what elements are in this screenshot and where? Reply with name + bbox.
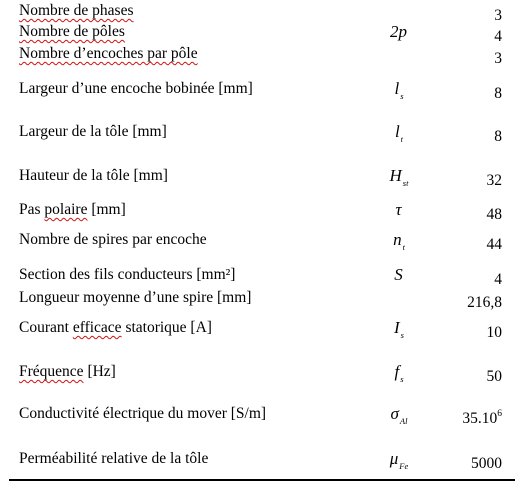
table-row <box>0 123 521 153</box>
parameter-symbol <box>365 405 433 430</box>
symbol-main: μ <box>389 449 399 468</box>
parameter-label <box>19 123 167 141</box>
parameter-label <box>19 231 207 249</box>
parameter-symbol <box>365 450 433 475</box>
label-text-spellcheck: efficace <box>72 319 122 336</box>
symbol-main: I <box>394 318 400 337</box>
parameter-value <box>487 201 503 224</box>
label-text: [mm] <box>87 201 126 218</box>
symbol-main: l <box>394 122 400 141</box>
parameter-label <box>19 167 168 185</box>
symbol-subscript: Fe <box>399 461 409 471</box>
parameter-label <box>19 266 235 284</box>
parameter-value <box>494 45 502 68</box>
symbol-subscript: s <box>400 330 404 340</box>
label-text: Nombre de spires par encoche <box>19 231 207 248</box>
symbol-main: l <box>394 79 400 98</box>
parameter-symbol <box>365 45 433 70</box>
label-text: [Hz] <box>83 363 116 380</box>
value-text: 216,8 <box>467 294 502 311</box>
parameter-symbol <box>365 363 433 388</box>
value-text: 50 <box>486 368 502 385</box>
label-text-spellcheck: Nombre de phases <box>19 2 134 19</box>
value-text: 10 <box>486 324 502 341</box>
parameter-symbol <box>365 80 433 105</box>
label-text: Perméabilité relative de la tôle <box>19 450 209 467</box>
parameter-label <box>19 363 116 381</box>
symbol-subscript: st <box>402 178 409 188</box>
symbol-subscript: s <box>400 374 404 384</box>
table-row <box>0 231 521 261</box>
parameter-symbol <box>365 231 433 256</box>
symbol-main: σ <box>390 404 399 423</box>
parameter-value <box>487 167 503 190</box>
symbol-subscript: s <box>400 91 404 101</box>
label-text: Conductivité électrique du mover [S/m] <box>19 405 267 422</box>
value-text: 48 <box>486 206 502 223</box>
label-text-spellcheck: Nombre de pôles <box>19 23 125 40</box>
value-text: 35.10 <box>462 410 498 427</box>
parameter-value <box>494 2 502 25</box>
table-row <box>0 45 521 75</box>
parameter-symbol <box>365 319 433 344</box>
parameter-label <box>19 450 208 468</box>
symbol-subscript: t <box>402 242 405 252</box>
parameter-value <box>487 363 503 386</box>
value-text: 8 <box>494 85 502 102</box>
symbol-main: 2p <box>390 22 407 41</box>
table-row <box>0 450 521 480</box>
table-bottom-rule <box>9 479 515 481</box>
label-text: Largeur de la tôle [mm] <box>19 123 167 140</box>
label-text: statorique [A] <box>121 319 212 336</box>
table-row <box>0 363 521 393</box>
table-row <box>0 319 521 349</box>
table-row <box>0 80 521 110</box>
value-text: 5000 <box>471 455 502 472</box>
label-text: Courant <box>19 319 73 336</box>
parameter-label <box>19 405 266 423</box>
parameter-value <box>494 23 502 46</box>
parameter-symbol <box>365 123 433 148</box>
parameter-value <box>494 80 502 103</box>
table-row <box>0 167 521 197</box>
symbol-subscript: t <box>400 134 404 144</box>
label-text: Pas <box>19 201 45 218</box>
value-text: 8 <box>494 128 502 145</box>
parameter-label <box>19 80 253 98</box>
label-text: Largeur d’une encoche bobinée [mm] <box>19 80 253 97</box>
parameter-symbol <box>365 167 433 192</box>
symbol-main: H <box>389 166 402 185</box>
value-text: 3 <box>494 50 502 67</box>
table-row <box>0 289 521 319</box>
parameter-value <box>471 450 502 473</box>
label-text: Section des fils conducteurs [mm²] <box>19 266 236 283</box>
value-text: 32 <box>486 172 502 189</box>
parameter-value <box>462 405 502 428</box>
table-row <box>0 405 521 435</box>
label-text-spellcheck: Nombre d’encoches par pôle <box>19 45 198 62</box>
parameter-label <box>19 23 125 41</box>
parameter-value <box>467 289 502 312</box>
parameter-label <box>19 289 251 307</box>
parameter-label <box>19 2 134 20</box>
value-text: 3 <box>494 7 502 24</box>
symbol-main: S <box>394 265 403 284</box>
label-text-spellcheck: polaire <box>44 201 88 218</box>
parameter-label <box>19 201 126 219</box>
value-text: 44 <box>486 236 502 253</box>
parameter-symbol <box>365 266 433 291</box>
parameter-symbol <box>365 289 433 314</box>
symbol-main: n <box>393 230 402 249</box>
symbol-subscript: Al <box>399 416 408 426</box>
parameter-value <box>494 123 502 146</box>
value-exponent: 6 <box>497 409 502 419</box>
parameter-symbol <box>365 201 433 226</box>
symbol-main: τ <box>395 200 402 219</box>
label-text: Longueur moyenne d’une spire [mm] <box>19 289 252 306</box>
table-row <box>0 201 521 231</box>
symbol-main: f <box>394 362 400 381</box>
value-text: 4 <box>494 28 502 45</box>
parameter-value <box>487 319 503 342</box>
parameter-label <box>19 45 198 63</box>
parameter-value <box>487 231 503 254</box>
parameter-label <box>19 319 212 337</box>
parameter-value <box>494 266 502 289</box>
label-text-spellcheck: Fréquence <box>19 363 84 380</box>
value-text: 4 <box>494 271 502 288</box>
label-text: Hauteur de la tôle [mm] <box>19 167 168 184</box>
